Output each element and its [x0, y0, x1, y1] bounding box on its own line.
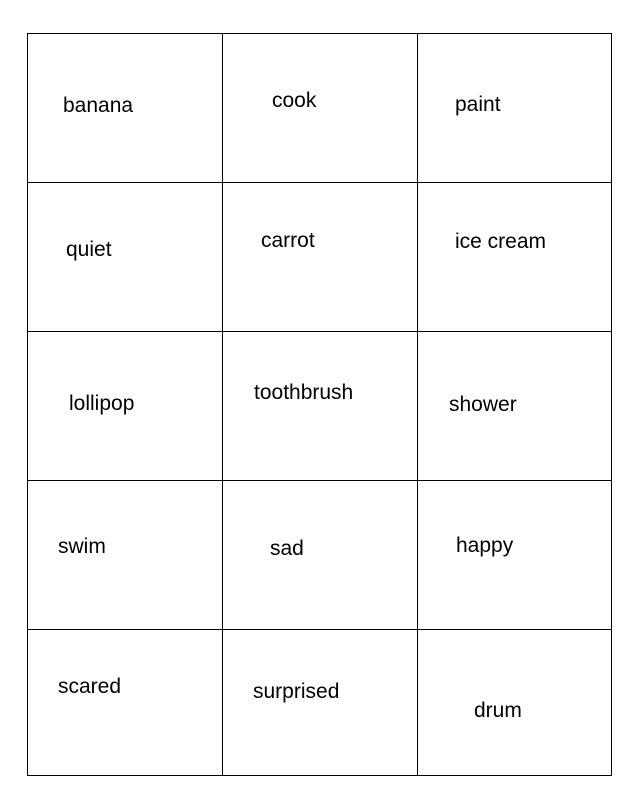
word-card [418, 34, 611, 183]
word-label: drum [474, 699, 522, 722]
word-card [28, 332, 223, 481]
word-label: ice cream [455, 230, 547, 253]
word-label: carrot [261, 229, 315, 252]
word-label: happy [456, 534, 514, 557]
word-card [418, 183, 611, 332]
word-card-grid [27, 33, 612, 776]
word-label: toothbrush [254, 381, 354, 404]
word-label: cook [272, 89, 317, 112]
word-card [418, 332, 611, 481]
word-card [223, 34, 418, 183]
word-card [418, 630, 611, 775]
word-label: quiet [66, 238, 112, 261]
word-card [28, 630, 223, 775]
word-label: paint [455, 93, 501, 116]
word-label: scared [58, 675, 122, 698]
word-card [28, 481, 223, 630]
word-label: lollipop [69, 392, 135, 415]
word-card [223, 481, 418, 630]
word-label: shower [449, 393, 517, 416]
word-card [28, 34, 223, 183]
word-card [418, 481, 611, 630]
word-card [28, 183, 223, 332]
word-label: swim [58, 535, 106, 558]
word-card [223, 332, 418, 481]
word-label: banana [63, 94, 134, 117]
word-card [223, 183, 418, 332]
word-label: surprised [253, 680, 340, 703]
word-label: sad [270, 537, 304, 560]
word-card [223, 630, 418, 775]
